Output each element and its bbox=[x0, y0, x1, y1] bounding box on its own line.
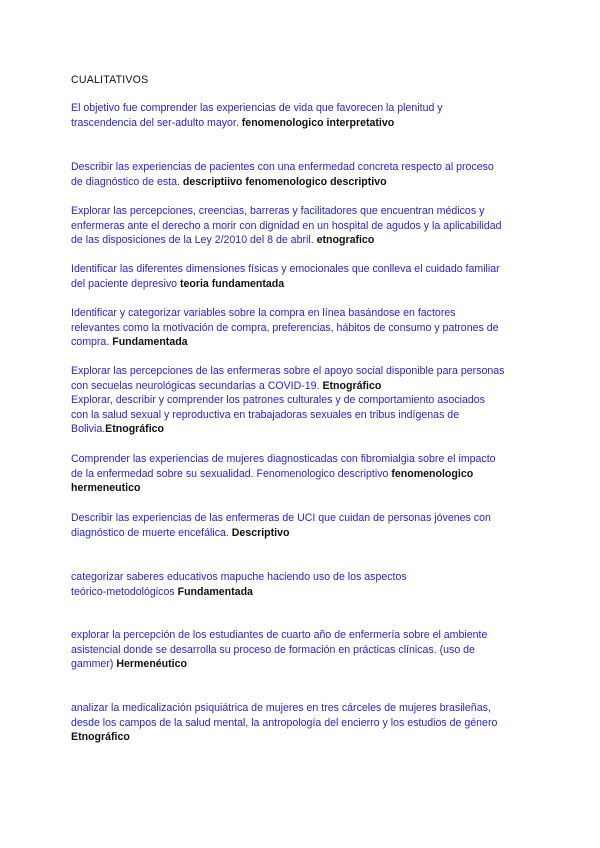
objective-line bbox=[71, 262, 533, 277]
objective-entry bbox=[71, 101, 533, 130]
objective-text: desde los campos de la salud mental, la antropología del encierro y los estudios de género bbox=[71, 716, 498, 729]
objective-text: El objetivo fue comprender las experiencias de vida que favorecen la plenitud y bbox=[71, 102, 443, 114]
objective-line bbox=[71, 233, 533, 248]
objective-entry bbox=[71, 160, 533, 189]
study-type-label: teoria fundamentada bbox=[179, 277, 285, 290]
objective-text: Describir las experiencias de las enfermeras de UCI que cuidan de personas jóvenes con bbox=[71, 512, 491, 524]
objective-text: trascendencia del ser-adulto mayor. bbox=[71, 116, 239, 129]
objective-text: compra. bbox=[71, 336, 110, 349]
objective-entry bbox=[71, 701, 533, 745]
objective-line bbox=[71, 116, 533, 131]
objective-entry bbox=[71, 364, 533, 393]
study-type-label: fenomenologico interpretativo bbox=[241, 116, 395, 129]
objective-entry bbox=[71, 511, 533, 540]
objective-text: Identificar las diferentes dimensiones físicas y emocionales que conlleva el cuidado familiar bbox=[71, 263, 500, 275]
objective-line bbox=[71, 219, 533, 234]
objective-text: del paciente depresivo bbox=[71, 277, 178, 290]
objective-text: explorar la percepción de los estudiantes de cuarto año de enfermería sobre el ambiente bbox=[71, 629, 488, 641]
objective-entry bbox=[71, 262, 533, 291]
objective-text: Bolivia. bbox=[71, 423, 106, 436]
objective-text: Explorar las percepciones de las enfermeras sobre el apoyo social disponible para personas bbox=[71, 365, 505, 377]
objective-line bbox=[71, 321, 533, 336]
study-type-label: Etnográfico bbox=[71, 731, 130, 744]
study-type-label: hermeneutico bbox=[71, 482, 141, 495]
objective-line bbox=[71, 335, 533, 350]
objective-entry bbox=[71, 570, 533, 599]
objective-line bbox=[71, 585, 533, 600]
study-type-label: Etnográfico bbox=[322, 379, 382, 392]
objective-text: diagnóstico de muerte encefálica. bbox=[71, 526, 229, 539]
objective-text: con secuelas neurológicas secundarias a COVID-19. bbox=[71, 379, 320, 392]
objective-line bbox=[71, 393, 533, 408]
objective-line bbox=[71, 643, 533, 658]
study-type-label: Fundamentada bbox=[112, 336, 188, 349]
objective-line bbox=[71, 160, 533, 175]
objective-text: Explorar las percepciones, creencias, barreras y facilitadores que encuentran médicos y bbox=[71, 205, 485, 217]
objective-entry bbox=[71, 452, 533, 496]
study-type-label: etnografico bbox=[316, 234, 375, 247]
objective-entry bbox=[71, 628, 533, 672]
objective-text: de la enfermedad sobre su sexualidad. Fenomenologico descriptivo bbox=[71, 467, 389, 480]
objective-line bbox=[71, 422, 533, 437]
objective-text: de las disposiciones de la Ley 2/2010 del 8 de abril. bbox=[71, 234, 314, 247]
objective-line bbox=[71, 526, 533, 541]
study-type-label: descriptiivo fenomenologico descriptivo bbox=[182, 175, 387, 188]
objective-entry bbox=[71, 204, 533, 248]
objective-text: Describir las experiencias de pacientes con una enfermedad concreta respecto al proceso bbox=[71, 161, 494, 173]
objective-line bbox=[71, 204, 533, 219]
objective-text: analizar la medicalización psiquiátrica de mujeres en tres cárceles de mujeres brasileñas, bbox=[71, 702, 491, 714]
objective-text: teórico-metodológicos bbox=[71, 585, 175, 598]
objective-text: Comprender las experiencias de mujeres diagnosticadas con fibromialgia sobre el impacto bbox=[71, 453, 496, 465]
objective-text: enfermeras ante el derecho a morir con dignidad en un hospital de agudos y la aplicabilidad bbox=[71, 219, 502, 232]
objective-line bbox=[71, 306, 533, 321]
objective-line bbox=[71, 628, 533, 643]
objective-text: relevantes como la motivación de compra, preferencias, hábitos de consumo y patrones de bbox=[71, 321, 499, 334]
study-type-label: Etnográfico bbox=[105, 423, 165, 436]
study-type-label: fenomenologico bbox=[391, 467, 474, 480]
objective-line bbox=[71, 364, 533, 379]
objective-text: categorizar saberes educativos mapuche haciendo uso de los aspectos bbox=[71, 571, 407, 583]
objective-text: de diagnóstico de esta. bbox=[71, 175, 180, 188]
section-heading: CUALITATIVOS bbox=[71, 74, 149, 86]
objective-line bbox=[71, 511, 533, 526]
objective-entry bbox=[71, 306, 533, 350]
study-type-label: Fundamentada bbox=[177, 585, 253, 598]
objective-line bbox=[71, 408, 533, 423]
objective-line bbox=[71, 452, 533, 467]
objective-text: asistencial donde se desarrolla su proceso de formación en prácticas clínicas. (uso de bbox=[71, 643, 475, 656]
study-type-label: Hermenéutico bbox=[116, 658, 187, 671]
objective-line bbox=[71, 716, 533, 731]
objective-entry bbox=[71, 393, 533, 437]
objective-line bbox=[71, 277, 533, 292]
objective-line bbox=[71, 101, 533, 116]
objective-text: Explorar, describir y comprender los patrones culturales y de comportamiento asociados bbox=[71, 394, 485, 406]
study-type-label: Descriptivo bbox=[231, 526, 290, 539]
objective-line bbox=[71, 701, 533, 716]
objective-text: con la salud sexual y reproductiva en trabajadoras sexuales en tribus indígenas de bbox=[71, 408, 460, 421]
objective-line bbox=[71, 467, 533, 482]
objective-line bbox=[71, 657, 533, 672]
objective-text: gammer) bbox=[71, 658, 114, 671]
objective-line bbox=[71, 379, 533, 394]
objective-text: Identificar y categorizar variables sobre la compra en línea basándose en factores bbox=[71, 307, 456, 319]
objective-line bbox=[71, 175, 533, 190]
objective-line bbox=[71, 570, 533, 585]
